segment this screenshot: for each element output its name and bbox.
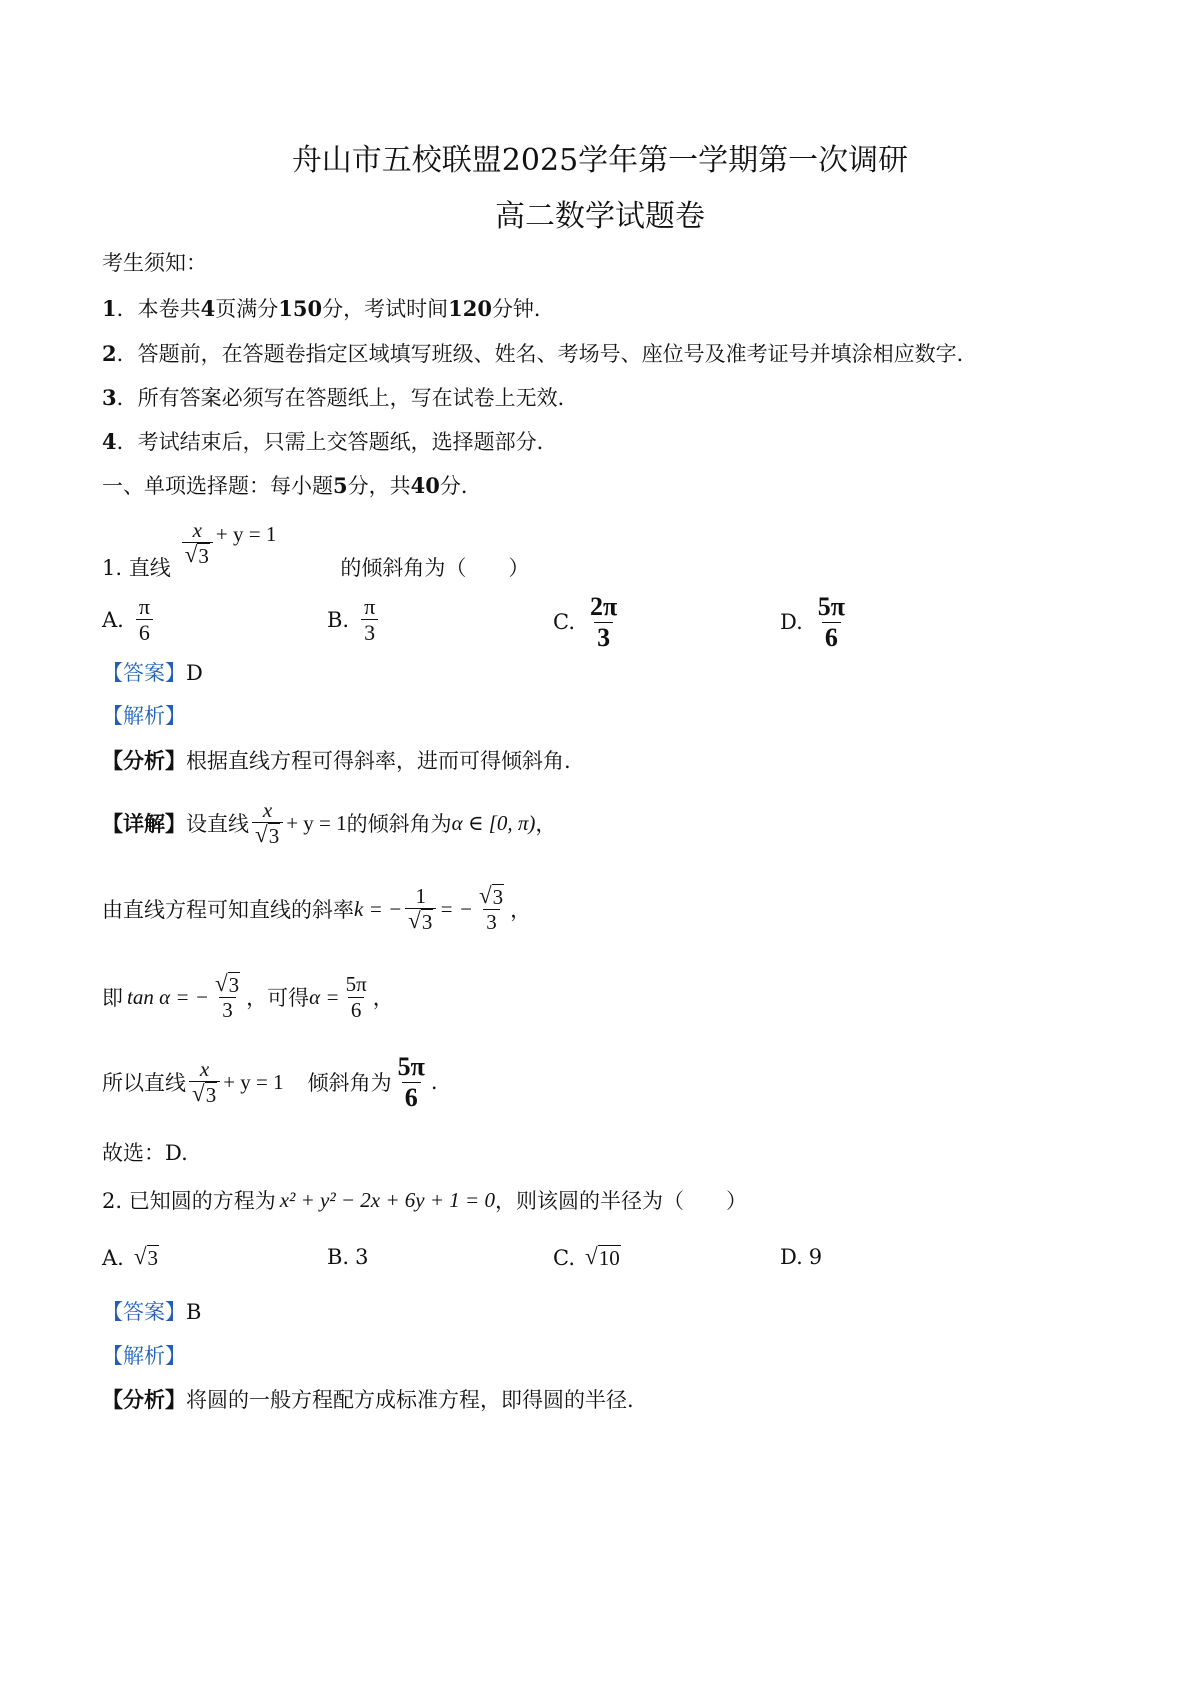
q1-detail-line4: 所以直线 x √ 3 + y = 1 倾斜角为 $\frac{5\pi}{6}$ .: [102, 1051, 438, 1112]
q1-option-c[interactable]: C. $\frac{2\pi}{3}$: [553, 592, 618, 652]
q1-analysis-tag: 【解析】: [102, 704, 186, 728]
notice-item-3: 3．所有答案必须写在答题纸上，写在试卷上无效．: [102, 385, 579, 410]
q1-fenxi: 【分析】根据直线方程可得斜率，进而可得倾斜角.: [102, 748, 571, 773]
question-2-stem: 2. 已知圆的方程为 x² + y² − 2x + 6y + 1 = 0 ，则该圆的半径为（ ）: [102, 1187, 747, 1213]
q2-answer: 【答案】B: [102, 1300, 202, 1324]
exam-title-line2: 高二数学试题卷: [495, 199, 705, 234]
notice-heading: 考生须知：: [102, 251, 207, 275]
q1-detail-line3: 即 tan α = − √ 3 3 ，可得 α = $\frac{5\pi}{6}$ ，: [102, 969, 394, 1022]
q1-option-a[interactable]: A. $\frac{\pi}{6}$: [102, 594, 156, 646]
q2-analysis-tag: 【解析】: [102, 1344, 186, 1368]
q1-option-d[interactable]: D. $\frac{5\pi}{6}$: [780, 592, 846, 652]
q2-fenxi: 【分析】将圆的一般方程配方成标准方程，即得圆的半径.: [102, 1387, 634, 1412]
question-2-equation: x² + y² − 2x + 6y + 1 = 0: [279, 1187, 495, 1212]
question-1-equation: x √ 3 + y = 1: [179, 518, 277, 568]
section-heading: 一、单项选择题：每小题5分，共40分．: [102, 473, 482, 498]
notice-item-1: 1．本卷共4页满分150分，考试时间120分钟．: [102, 296, 555, 321]
q2-option-c[interactable]: C. √ 10: [553, 1243, 620, 1270]
q2-option-a[interactable]: A. √ 3: [102, 1243, 159, 1270]
q1-detail-line2: 由直线方程可知直线的斜率 k = − 1 √ 3 = − √ 3 3 ，: [102, 881, 532, 934]
q2-option-d[interactable]: D. 9: [780, 1245, 823, 1269]
q1-conclusion: 故选：D.: [102, 1141, 188, 1165]
q2-option-b[interactable]: B. 3: [327, 1245, 369, 1269]
q1-option-b[interactable]: B. $\frac{\pi}{3}$: [327, 594, 381, 646]
notice-item-4: 4．考试结束后，只需上交答题纸，选择题部分．: [102, 429, 558, 454]
notice-item-2: 2．答题前，在答题卷指定区域填写班级、姓名、考场号、座位号及准考证号并填涂相应数字．: [102, 341, 978, 366]
q1-answer: 【答案】D: [102, 661, 203, 685]
exam-title-line1: 舟山市五校联盟2025学年第一学期第一次调研: [291, 143, 909, 178]
question-1-stem: 1. 直线 x √ 3 + y = 1 的倾斜角为（ ）: [102, 518, 530, 580]
q1-detail-line1: 【详解】 设直线 x √ 3 + y = 1 的倾斜角为 α ∈ [0, π) ，: [102, 797, 557, 848]
